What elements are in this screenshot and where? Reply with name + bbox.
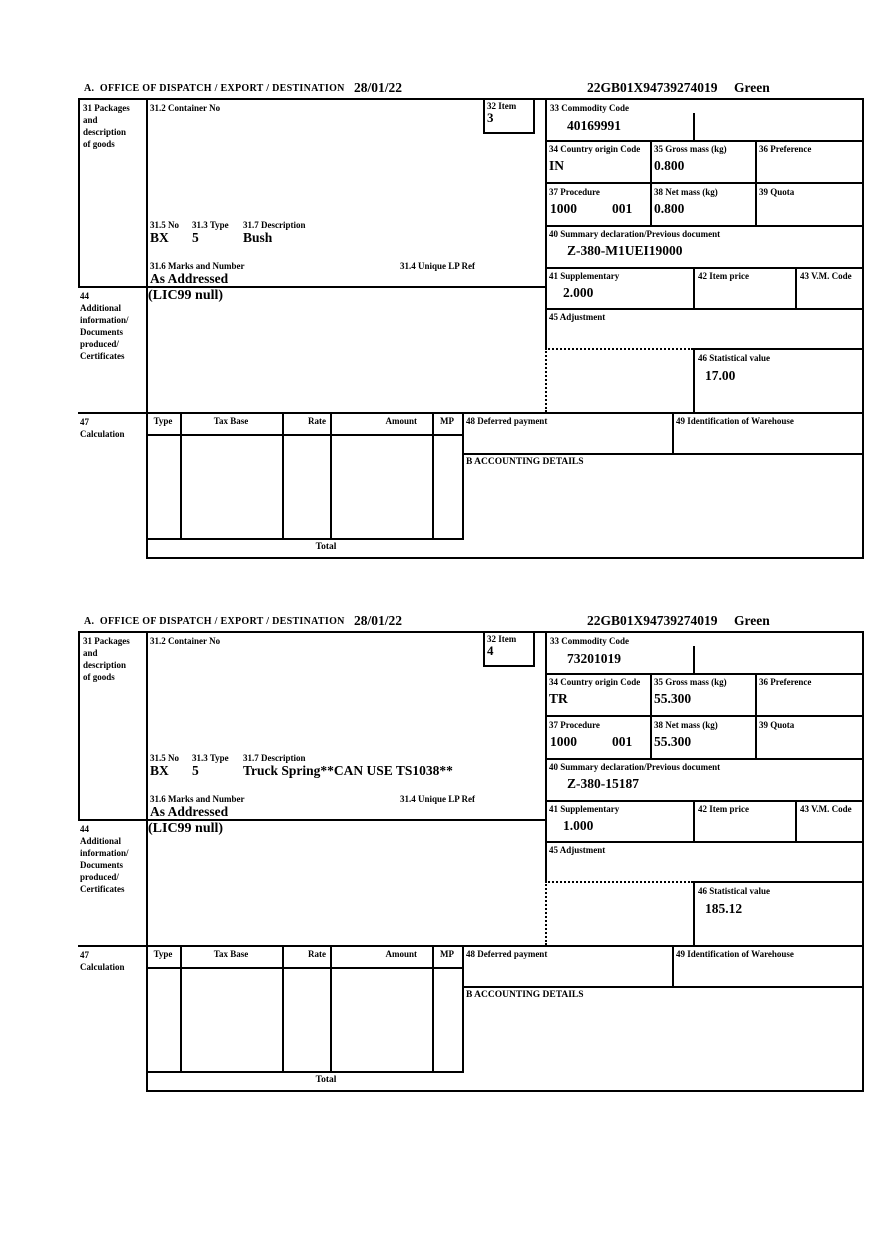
box44-label-line3: information/ bbox=[80, 848, 129, 858]
box39-label: 39 Quota bbox=[759, 720, 795, 730]
divider-line bbox=[545, 841, 864, 843]
mrn-value: 22GB01X94739274019 bbox=[587, 80, 718, 95]
divider-line bbox=[330, 412, 332, 540]
box38-label: 38 Net mass (kg) bbox=[654, 187, 718, 197]
divider-line bbox=[533, 631, 535, 667]
box44-label-line4: Documents bbox=[80, 327, 123, 337]
divider-line bbox=[330, 945, 332, 1073]
declaration-item-section-2 bbox=[78, 613, 864, 1093]
net-mass: 0.800 bbox=[654, 201, 685, 216]
divider-line bbox=[462, 453, 864, 455]
box44-label-line2: Additional bbox=[80, 303, 122, 313]
box41-label: 41 Supplementary bbox=[549, 271, 620, 281]
packages-no: BX bbox=[150, 230, 169, 245]
divider-line bbox=[146, 1090, 864, 1092]
box43-label: 43 V.M. Code bbox=[800, 271, 852, 281]
divider-line bbox=[693, 267, 695, 310]
statistical-value: 185.12 bbox=[705, 901, 743, 916]
divider-line bbox=[693, 881, 864, 883]
declaration-date: 28/01/22 bbox=[354, 80, 403, 95]
divider-line bbox=[545, 758, 864, 760]
previous-document: Z-380-M1UEI19000 bbox=[567, 243, 683, 258]
divider-line bbox=[545, 348, 547, 412]
divider-line bbox=[693, 881, 695, 947]
box31-5-label: 31.5 No bbox=[150, 220, 179, 230]
box34-label: 34 Country origin Code bbox=[549, 144, 641, 154]
box33-label: 33 Commodity Code bbox=[550, 636, 629, 646]
divider-line bbox=[693, 348, 864, 350]
box44-label-line6: Certificates bbox=[80, 884, 125, 894]
box36-label: 36 Preference bbox=[759, 677, 812, 687]
box38-label: 38 Net mass (kg) bbox=[654, 720, 718, 730]
divider-line bbox=[533, 98, 535, 134]
box49-label: 49 Identification of Warehouse bbox=[676, 416, 794, 426]
divider-line bbox=[545, 881, 547, 945]
box40-label: 40 Summary declaration/Previous document bbox=[549, 762, 721, 772]
divider-line bbox=[795, 267, 797, 310]
marks-and-number: As Addressed bbox=[150, 804, 229, 819]
tax-table-header-type: Type bbox=[153, 949, 173, 959]
item-number: 4 bbox=[487, 643, 494, 658]
commodity-code: 73201019 bbox=[567, 651, 621, 666]
box31-label-line3: description bbox=[83, 127, 127, 137]
box47-label-line1: 47 bbox=[80, 950, 89, 960]
net-mass: 55.300 bbox=[654, 734, 692, 749]
divider-line bbox=[483, 665, 535, 667]
box34-label: 34 Country origin Code bbox=[549, 677, 641, 687]
divider-line bbox=[545, 631, 547, 883]
box40-label: 40 Summary declaration/Previous document bbox=[549, 229, 721, 239]
divider-line bbox=[755, 140, 757, 227]
divider-line bbox=[672, 412, 674, 455]
box35-label: 35 Gross mass (kg) bbox=[654, 144, 727, 154]
box31-6-label: 31.6 Marks and Number bbox=[150, 794, 245, 804]
box31-label-line4: of goods bbox=[83, 672, 115, 682]
box48-label: 48 Deferred payment bbox=[466, 949, 548, 959]
divider-line bbox=[483, 631, 485, 667]
declaration-item-section-1 bbox=[78, 80, 864, 560]
box35-label: 35 Gross mass (kg) bbox=[654, 677, 727, 687]
box44-label-line5: produced/ bbox=[80, 872, 119, 882]
box31-6-label: 31.6 Marks and Number bbox=[150, 261, 245, 271]
statistical-value: 17.00 bbox=[705, 368, 736, 383]
divider-line bbox=[545, 98, 547, 350]
box31-label-line1: 31 Packages bbox=[83, 103, 130, 113]
box44-label-line2: Additional bbox=[80, 836, 122, 846]
box31-label-line3: description bbox=[83, 660, 127, 670]
divider-line bbox=[78, 631, 80, 821]
item-number: 3 bbox=[487, 110, 494, 125]
box31-label-line2: and bbox=[83, 115, 98, 125]
supplementary-units: 1.000 bbox=[563, 818, 594, 833]
divider-line bbox=[545, 348, 693, 350]
packages-type: 5 bbox=[192, 763, 199, 778]
box31-4-label: 31.4 Unique LP Ref bbox=[400, 261, 476, 271]
divider-line bbox=[545, 673, 864, 675]
divider-line bbox=[146, 631, 148, 1092]
marks-and-number: As Addressed bbox=[150, 271, 229, 286]
divider-line bbox=[545, 715, 864, 717]
accounting-details-label: B ACCOUNTING DETAILS bbox=[466, 457, 584, 467]
tax-table-header-mp: MP bbox=[440, 416, 454, 426]
tax-table-header-amount: Amount bbox=[385, 416, 417, 426]
packages-type: 5 bbox=[192, 230, 199, 245]
divider-line bbox=[693, 113, 695, 142]
divider-line bbox=[146, 1071, 464, 1073]
divider-line bbox=[432, 412, 434, 540]
divider-line bbox=[462, 412, 464, 540]
divider-line bbox=[282, 945, 284, 1073]
box31-2-label: 31.2 Container No bbox=[150, 636, 221, 646]
box31-2-label: 31.2 Container No bbox=[150, 103, 221, 113]
tax-table-header-rate: Rate bbox=[308, 416, 326, 426]
box49-label: 49 Identification of Warehouse bbox=[676, 949, 794, 959]
box31-4-label: 31.4 Unique LP Ref bbox=[400, 794, 476, 804]
divider-line bbox=[650, 140, 652, 227]
box31-5-label: 31.5 No bbox=[150, 753, 179, 763]
office-of-dispatch-label: A. OFFICE OF DISPATCH / EXPORT / DESTINATION bbox=[84, 616, 345, 627]
divider-line bbox=[693, 348, 695, 414]
box31-label-line1: 31 Packages bbox=[83, 636, 130, 646]
country-origin-code: TR bbox=[549, 691, 568, 706]
divider-line bbox=[146, 967, 464, 969]
divider-line bbox=[146, 98, 148, 559]
additional-information: (LIC99 null) bbox=[148, 821, 224, 836]
box43-label: 43 V.M. Code bbox=[800, 804, 852, 814]
country-origin-code: IN bbox=[549, 158, 565, 173]
office-of-dispatch-label: A. OFFICE OF DISPATCH / EXPORT / DESTINATION bbox=[84, 83, 345, 94]
gross-mass: 0.800 bbox=[654, 158, 685, 173]
box42-label: 42 Item price bbox=[698, 271, 749, 281]
box37-label: 37 Procedure bbox=[549, 187, 600, 197]
box42-label: 42 Item price bbox=[698, 804, 749, 814]
previous-document: Z-380-15187 bbox=[567, 776, 639, 791]
box39-label: 39 Quota bbox=[759, 187, 795, 197]
routing-status: Green bbox=[734, 80, 770, 95]
mrn-value: 22GB01X94739274019 bbox=[587, 613, 718, 628]
divider-line bbox=[180, 945, 182, 1073]
box31-3-label: 31.3 Type bbox=[192, 220, 229, 230]
box32-label: 32 Item bbox=[487, 101, 517, 111]
box44-label-line3: information/ bbox=[80, 315, 129, 325]
tax-table-total-label: Total bbox=[315, 1075, 337, 1085]
box48-label: 48 Deferred payment bbox=[466, 416, 548, 426]
tax-table-header-tax-base: Tax Base bbox=[213, 949, 249, 959]
box47-label-line2: Calculation bbox=[80, 962, 125, 972]
procedure-suffix: 001 bbox=[612, 201, 633, 216]
packages-no: BX bbox=[150, 763, 169, 778]
accounting-details-label: B ACCOUNTING DETAILS bbox=[466, 990, 584, 1000]
divider-line bbox=[483, 132, 535, 134]
divider-line bbox=[180, 412, 182, 540]
divider-line bbox=[862, 631, 864, 1092]
divider-line bbox=[282, 412, 284, 540]
divider-line bbox=[545, 140, 864, 142]
divider-line bbox=[78, 98, 864, 100]
goods-description: Bush bbox=[243, 230, 273, 245]
box44-label-line1: 44 bbox=[80, 824, 89, 834]
box47-label-line2: Calculation bbox=[80, 429, 125, 439]
box32-label: 32 Item bbox=[487, 634, 517, 644]
divider-line bbox=[78, 98, 80, 288]
box44-label-line6: Certificates bbox=[80, 351, 125, 361]
divider-line bbox=[146, 538, 464, 540]
box44-label-line4: Documents bbox=[80, 860, 123, 870]
divider-line bbox=[146, 557, 864, 559]
tax-table-header-amount: Amount bbox=[385, 949, 417, 959]
routing-status: Green bbox=[734, 613, 770, 628]
tax-table-header-rate: Rate bbox=[308, 949, 326, 959]
procedure-code: 1000 bbox=[550, 734, 577, 749]
box37-label: 37 Procedure bbox=[549, 720, 600, 730]
box31-label-line4: of goods bbox=[83, 139, 115, 149]
supplementary-units: 2.000 bbox=[563, 285, 594, 300]
divider-line bbox=[755, 673, 757, 760]
divider-line bbox=[545, 308, 864, 310]
divider-line bbox=[693, 800, 695, 843]
divider-line bbox=[432, 945, 434, 1073]
box36-label: 36 Preference bbox=[759, 144, 812, 154]
box45-label: 45 Adjustment bbox=[549, 845, 606, 855]
divider-line bbox=[78, 945, 864, 947]
box47-label-line1: 47 bbox=[80, 417, 89, 427]
divider-line bbox=[862, 98, 864, 559]
tax-table-header-tax-base: Tax Base bbox=[213, 416, 249, 426]
divider-line bbox=[545, 800, 864, 802]
divider-line bbox=[78, 412, 864, 414]
declaration-date: 28/01/22 bbox=[354, 613, 403, 628]
goods-description: Truck Spring**CAN USE TS1038** bbox=[243, 763, 453, 778]
box46-label: 46 Statistical value bbox=[698, 886, 770, 896]
divider-line bbox=[795, 800, 797, 843]
box31-label-line2: and bbox=[83, 648, 98, 658]
box33-label: 33 Commodity Code bbox=[550, 103, 629, 113]
divider-line bbox=[545, 267, 864, 269]
box31-3-label: 31.3 Type bbox=[192, 753, 229, 763]
divider-line bbox=[483, 98, 485, 134]
gross-mass: 55.300 bbox=[654, 691, 692, 706]
box31-7-label: 31.7 Description bbox=[243, 753, 306, 763]
divider-line bbox=[545, 225, 864, 227]
box44-label-line1: 44 bbox=[80, 291, 89, 301]
tax-table-header-type: Type bbox=[153, 416, 173, 426]
additional-information: (LIC99 null) bbox=[148, 288, 224, 303]
divider-line bbox=[545, 881, 693, 883]
procedure-code: 1000 bbox=[550, 201, 577, 216]
box44-label-line5: produced/ bbox=[80, 339, 119, 349]
commodity-code: 40169991 bbox=[567, 118, 621, 133]
divider-line bbox=[672, 945, 674, 988]
box46-label: 46 Statistical value bbox=[698, 353, 770, 363]
divider-line bbox=[545, 182, 864, 184]
divider-line bbox=[462, 986, 864, 988]
box31-7-label: 31.7 Description bbox=[243, 220, 306, 230]
box45-label: 45 Adjustment bbox=[549, 312, 606, 322]
procedure-suffix: 001 bbox=[612, 734, 633, 749]
tax-table-total-label: Total bbox=[315, 542, 337, 552]
divider-line bbox=[650, 673, 652, 760]
divider-line bbox=[693, 646, 695, 675]
tax-table-header-mp: MP bbox=[440, 949, 454, 959]
divider-line bbox=[146, 434, 464, 436]
divider-line bbox=[78, 631, 864, 633]
box41-label: 41 Supplementary bbox=[549, 804, 620, 814]
divider-line bbox=[462, 945, 464, 1073]
